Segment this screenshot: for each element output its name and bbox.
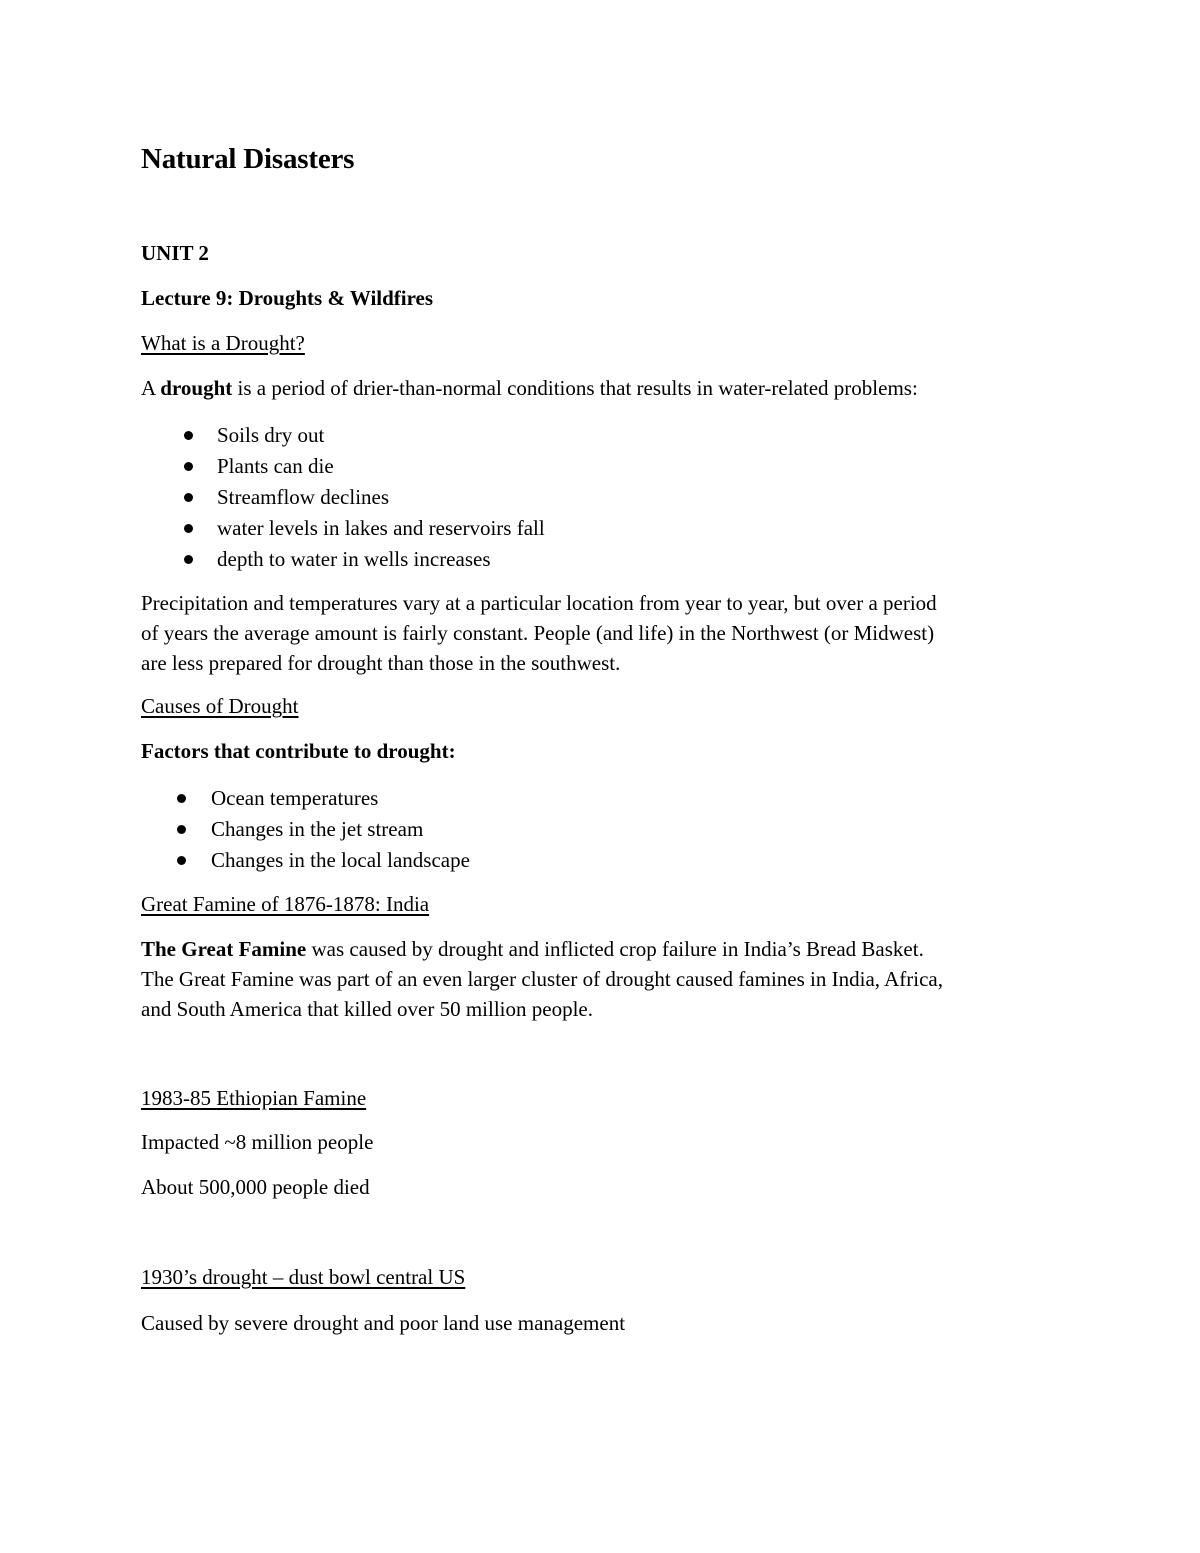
ethiopian-impact-line: Impacted ~8 million people xyxy=(141,1130,374,1154)
ethiopian-deaths-line: About 500,000 people died xyxy=(141,1175,370,1199)
list-item-text: Soils dry out xyxy=(217,423,325,447)
definition-prefix: A xyxy=(141,376,161,400)
paragraph-line: are less prepared for drought than those in the southwest. xyxy=(141,651,621,675)
list-item xyxy=(141,422,545,453)
list-item-text: water levels in lakes and reservoirs fall xyxy=(217,516,545,540)
document-title: Natural Disasters xyxy=(141,143,355,175)
list-item-text: Changes in the jet stream xyxy=(211,817,424,841)
list-item xyxy=(141,785,470,816)
great-famine-paragraph xyxy=(141,934,943,1024)
list-item xyxy=(141,847,470,878)
bullet-icon xyxy=(184,462,193,471)
bullet-icon xyxy=(177,856,186,865)
bullet-icon xyxy=(184,493,193,502)
list-item-text: depth to water in wells increases xyxy=(217,547,491,571)
list-item-text: Streamflow declines xyxy=(217,485,390,509)
section-heading-causes: Causes of Drought xyxy=(141,694,299,718)
paragraph-line: The Great Famine was part of an even larger cluster of drought caused famines in India, Africa, xyxy=(141,967,943,991)
bullet-icon xyxy=(177,825,186,834)
definition-text: is a period of drier-than-normal conditions that results in water-related problems: xyxy=(232,376,918,400)
drought-definition xyxy=(141,373,918,403)
lecture-title: Lecture 9: Droughts & Wildfires xyxy=(141,286,434,310)
dust-bowl-cause-line: Caused by severe drought and poor land use management xyxy=(141,1311,626,1335)
definition-term: drought xyxy=(160,376,233,400)
list-item xyxy=(141,453,545,484)
great-famine-term: The Great Famine xyxy=(141,937,307,961)
section-heading-great-famine: Great Famine of 1876-1878: India xyxy=(141,892,430,916)
paragraph-line xyxy=(141,934,943,964)
section-heading-what-is-drought: What is a Drought? xyxy=(141,331,305,355)
list-item-text: Plants can die xyxy=(217,454,334,478)
list-item-text: Changes in the local landscape xyxy=(211,848,470,872)
drought-factors-list xyxy=(141,785,470,878)
drought-effects-list xyxy=(141,422,545,577)
paragraph-line: Precipitation and temperatures vary at a particular location from year to year, but over a period xyxy=(141,591,937,615)
list-item xyxy=(141,484,545,515)
section-heading-dust-bowl: 1930’s drought – dust bowl central US xyxy=(141,1265,466,1289)
paragraph-line: and South America that killed over 50 million people. xyxy=(141,997,593,1021)
paragraph-line: of years the average amount is fairly constant. People (and life) in the Northwest (or Midwest) xyxy=(141,621,935,645)
factors-heading: Factors that contribute to drought: xyxy=(141,739,456,763)
section-heading-ethiopian-famine: 1983-85 Ethiopian Famine xyxy=(141,1086,367,1110)
bullet-icon xyxy=(184,524,193,533)
list-item xyxy=(141,816,470,847)
list-item xyxy=(141,546,545,577)
precipitation-paragraph xyxy=(141,588,937,678)
bullet-icon xyxy=(184,555,193,564)
list-item-text: Ocean temperatures xyxy=(211,786,379,810)
bullet-icon xyxy=(177,794,186,803)
unit-label: UNIT 2 xyxy=(141,241,209,265)
great-famine-line1-text: was caused by drought and inflicted crop failure in India’s Bread Basket. xyxy=(306,937,924,961)
bullet-icon xyxy=(184,431,193,440)
list-item xyxy=(141,515,545,546)
